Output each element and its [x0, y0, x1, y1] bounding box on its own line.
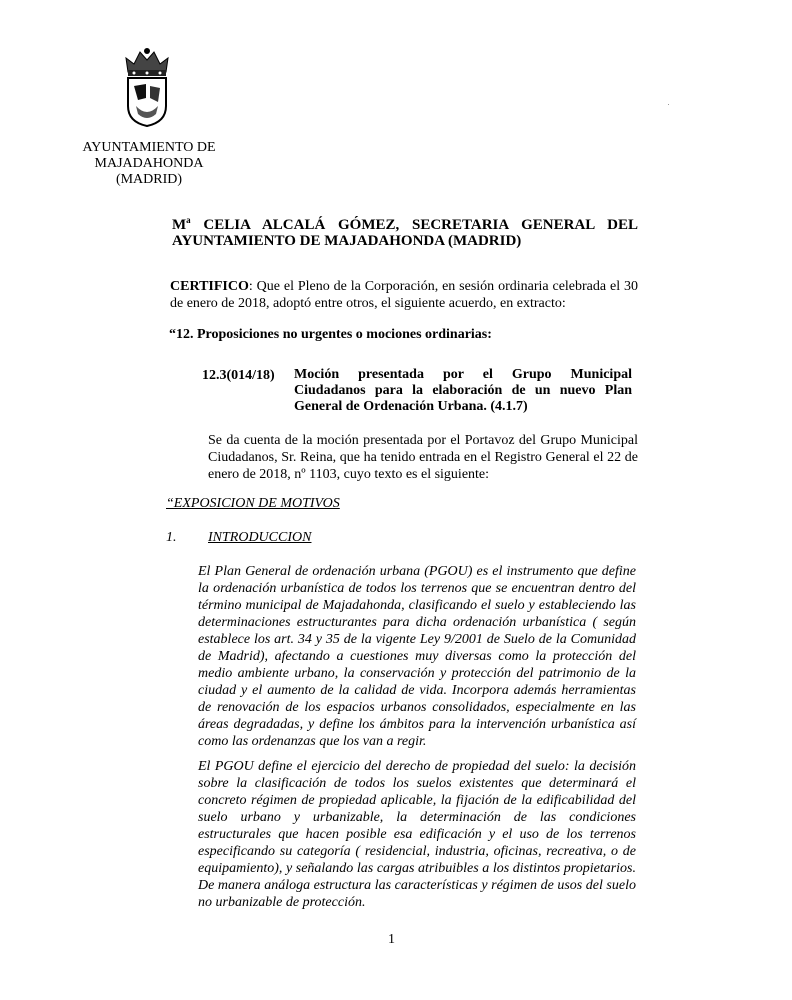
certifico-label: CERTIFICO — [170, 279, 249, 294]
page-number: 1 — [388, 932, 395, 947]
motion-intro-paragraph — [166, 432, 638, 483]
agenda-item-heading: “12. Proposiciones no urgentes o mociones ordinarias: — [169, 327, 492, 342]
motion-title-line-3: General de Ordenación Urbana. (4.1.7) — [294, 399, 528, 414]
paragraph-1-text: El Plan General de ordenación urbana (PGOU) es el instrumento que define la ordenación urbanística de todos los terrenos que se encuentran dentro del término municipal de Majadahonda, clasificando el suelo y estableciendo las determinaciones estructurantes para dicha ordenación urbanística ( según establece los art. 34 y 35 de la vigente Ley 9/2001 de Suelo de la Comunidad de Madrid), afectando a cuestiones muy diversas como la protección del medio ambiente urbano, la conservación y protección del patrimonio de la ciudad y el aumento de la calidad de vida. Incorpora además herramientas de renovación de los espacios urbanos consolidados, especialmente en las áreas degradadas, y define los ámbitos para la intervención urbanística así como las ordenanzas que los van a regir. — [198, 564, 636, 749]
certifico-text: : Que el Pleno de la Corporación, en sesión ordinaria celebrada el 30 de enero de 2018, adoptó entre otros, el siguiente acuerdo, en extracto: — [170, 279, 638, 311]
certifier-heading — [172, 212, 638, 249]
motion-title-line-1: Moción presentada por el Grupo Municipal — [294, 367, 632, 382]
motion-intro-text: Se da cuenta de la moción presentada por el Portavoz del Grupo Municipal Ciudadanos, Sr. Reina, que ha tenido entrada en el Registro General el 22 de enero de 2018, nº 1103, cuyo texto es el siguiente: — [208, 433, 638, 482]
paragraph-2-text: El PGOU define el ejercicio del derecho de propiedad del suelo: la decisión sobre la clasificación de todos los suelos existentes que determinará el concreto régimen de propiedad aplicable, la fijación de la edificabilidad del suelo urbano y urbanizable, la determinación de las condiciones estructurales que hacen posible esa edificación y el uso de los terrenos especificando su categoría ( residencial, industria, oficinas, recreativa, o de equipamiento), y señalando las cargas atribuibles a los distintos propietarios. De manera análoga estructura las características y régimen de usos del suelo no urbanizable de protección. — [198, 759, 636, 910]
coat-of-arms-icon — [120, 46, 174, 128]
certifier-name-title: CELIA ALCALÁ GÓMEZ, SECRETARIA GENERAL DEL — [203, 217, 639, 233]
motion-title-line-2: Ciudadanos para la elaboración de un nuevo Plan — [294, 383, 632, 398]
section-title: INTRODUCCION — [208, 530, 312, 545]
section-number: 1. — [166, 530, 177, 545]
org-line-2: MAJADAHONDA — [94, 156, 204, 171]
motion-title — [294, 367, 632, 415]
motion-code: 12.3(014/18) — [202, 368, 275, 383]
certifier-abbr: M — [172, 217, 187, 233]
certifier-abbr-sup: a — [186, 215, 191, 225]
certification-paragraph — [170, 278, 638, 312]
certifier-line-2: AYUNTAMIENTO DE MAJADAHONDA (MADRID) — [172, 233, 522, 249]
org-line-3: (MADRID) — [115, 172, 183, 187]
paragraph-2 — [162, 758, 636, 911]
organization-name — [78, 140, 220, 188]
exposition-heading: “EXPOSICION DE MOTIVOS — [166, 496, 340, 511]
scan-speck — [668, 104, 669, 105]
paragraph-1 — [162, 563, 636, 750]
org-line-1: AYUNTAMIENTO DE — [82, 140, 216, 155]
